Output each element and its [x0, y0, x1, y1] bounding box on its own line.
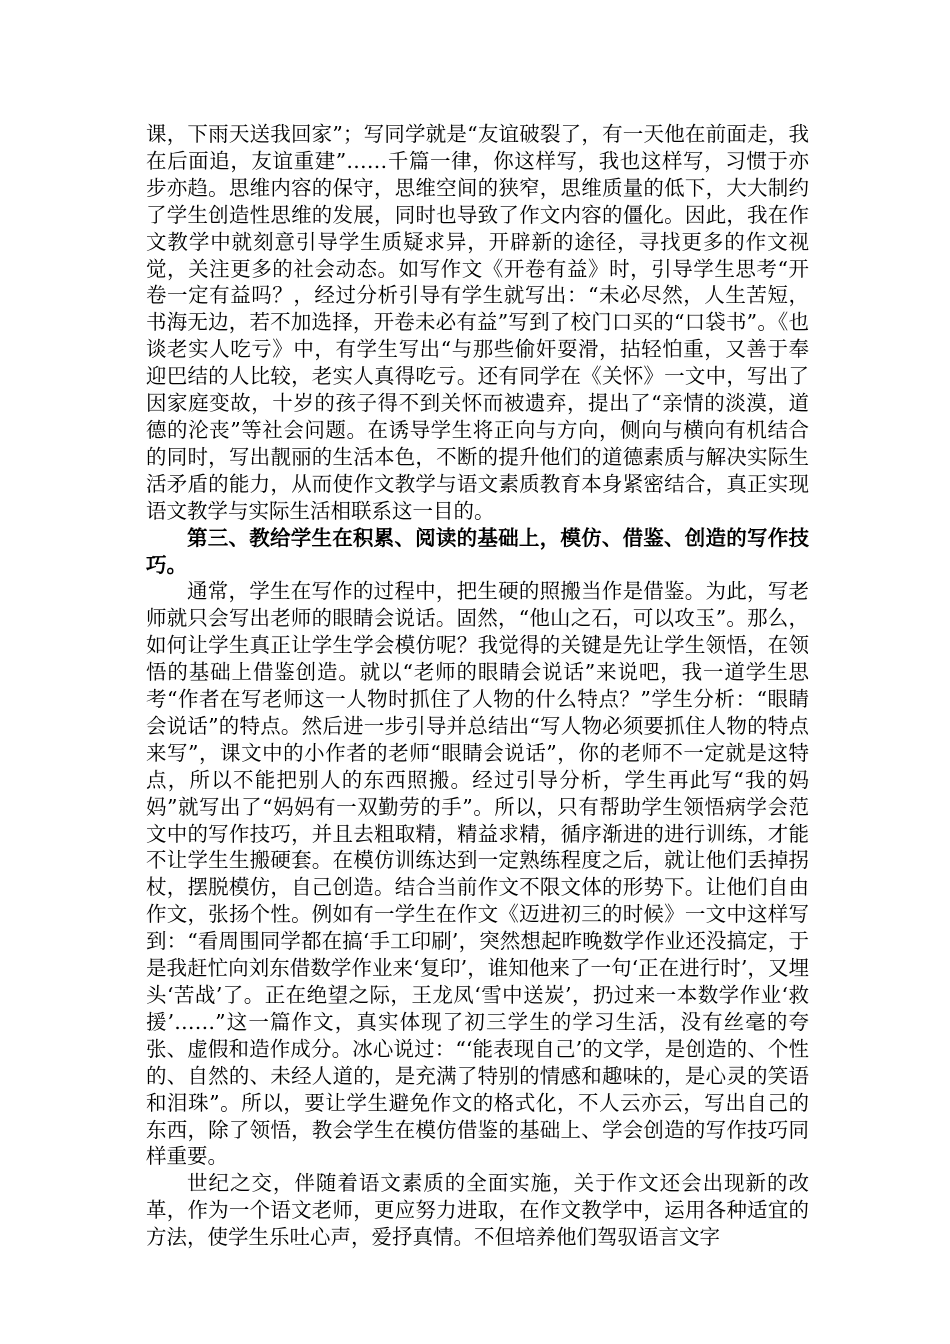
body-paragraph: 通常，学生在写作的过程中，把生硬的照搬当作是借鉴。为此，写老师就只会写出老师的眼睛会说话。固然，“他山之石，可以攻玉”。那么，如何让学生真正让学生学会模仿呢？我觉得的关键是先让学生领悟，在领悟的基础上借鉴创造。就以“老师的眼睛会说话”来说吧，我一道学生思考“作者在写老师这一人物时抓住了人物的什么特点？”学生分析：“眼睛会说话”的特点。然后进一步引导并总结出“写人物必须要抓住人物的特点来写”，课文中的小作者的老师“眼睛会说话”，你的老师不一定就是这特点，所以不能把别人的东西照搬。经过引导分析，学生再此写“我的妈妈”就写出了“妈妈有一双勤劳的手”。所以，只有帮助学生领悟病学会范文中的写作技巧，并且去粗取精，精益求精，循序渐进的进行训练，才能不让学生生搬硬套。在模仿训练达到一定熟练程度之后，就让他们丢掉拐杖，摆脱模仿，自己创造。结合当前作文不限文体的形势下。让他们自由作文，张扬个性。例如有一学生在作文《迈进初三的时候》一文中这样写到：“看周围同学都在搞‘手工印刷’，突然想起昨晚数学作业还没搞定，于是我赶忙向刘东借数学作业来‘复印’，谁知他来了一句‘正在进行时’，又埋头‘苦战’了。正在绝望之际，王龙凤‘雪中送炭’，扔过来一本数学作业‘救援’……”这一篇作文，真实体现了初三学生的学习生活，没有丝毫的夸张、虚假和造作成分。冰心说过：“‘能表现自己’的文学，是创造的、个性的、自然的、未经人道的，是充满了特别的情感和趣味的，是心灵的笑语和泪珠”。所以，要让学生避免作文的格式化，不人云亦云，写出自己的东西，除了领悟，教会学生在模仿借鉴的基础上、学会创造的写作技巧同样重要。 — [146, 579, 809, 1169]
section-heading-three: 第三、教给学生在积累、阅读的基础上，模仿、借鉴、创造的写作技巧。 — [146, 525, 809, 577]
body-paragraph-conclusion: 世纪之交，伴随着语文素质的全面实施，关于作文还会出现新的改革，作为一个语文老师，更应努力进取，在作文教学中，运用各种适宜的方法，使学生乐吐心声，爱抒真情。不但培养他们驾驭语言文字 — [146, 1171, 809, 1250]
body-paragraph-continued: 课，下雨天送我回家”；写同学就是“友谊破裂了，有一天他在前面走，我在后面追，友谊重建”……千篇一律，你这样写，我也这样写，习惯于亦步亦趋。思维内容的保守，思维空间的狭窄，思维质量的低下，大大制约了学生创造性思维的发展，同时也导致了作文内容的僵化。因此，我在作文教学中就刻意引导学生质疑求异，开辟新的途径，寻找更多的作文视觉，关注更多的社会动态。如写作文《开卷有益》时，引导学生思考“开卷一定有益吗？，经过分析引导有学生就写出：“未必尽然，人生苦短，书海无边，若不加选择，开卷未必有益”写到了校门口买的“口袋书”。《也谈老实人吃亏》中，有学生写出“与那些偷奸耍滑，拈轻怕重，又善于奉迎巴结的人比较，老实人真得吃亏。还有同学在《关怀》一文中，写出了因家庭变故，十岁的孩子得不到关怀而被遗弃，提出了“亲情的淡漠，道德的沦丧”等社会问题。在诱导学生将正向与方向，侧向与横向有机结合的同时，写出靓丽的生活本色，不断的提升他们的道德素质与解决实际生活矛盾的能力，从而使作文教学与语文素质教育本身紧密结合，真正实现语文教学与实际生活相联系这一目的。 — [146, 122, 809, 523]
document-page — [146, 121, 809, 1251]
